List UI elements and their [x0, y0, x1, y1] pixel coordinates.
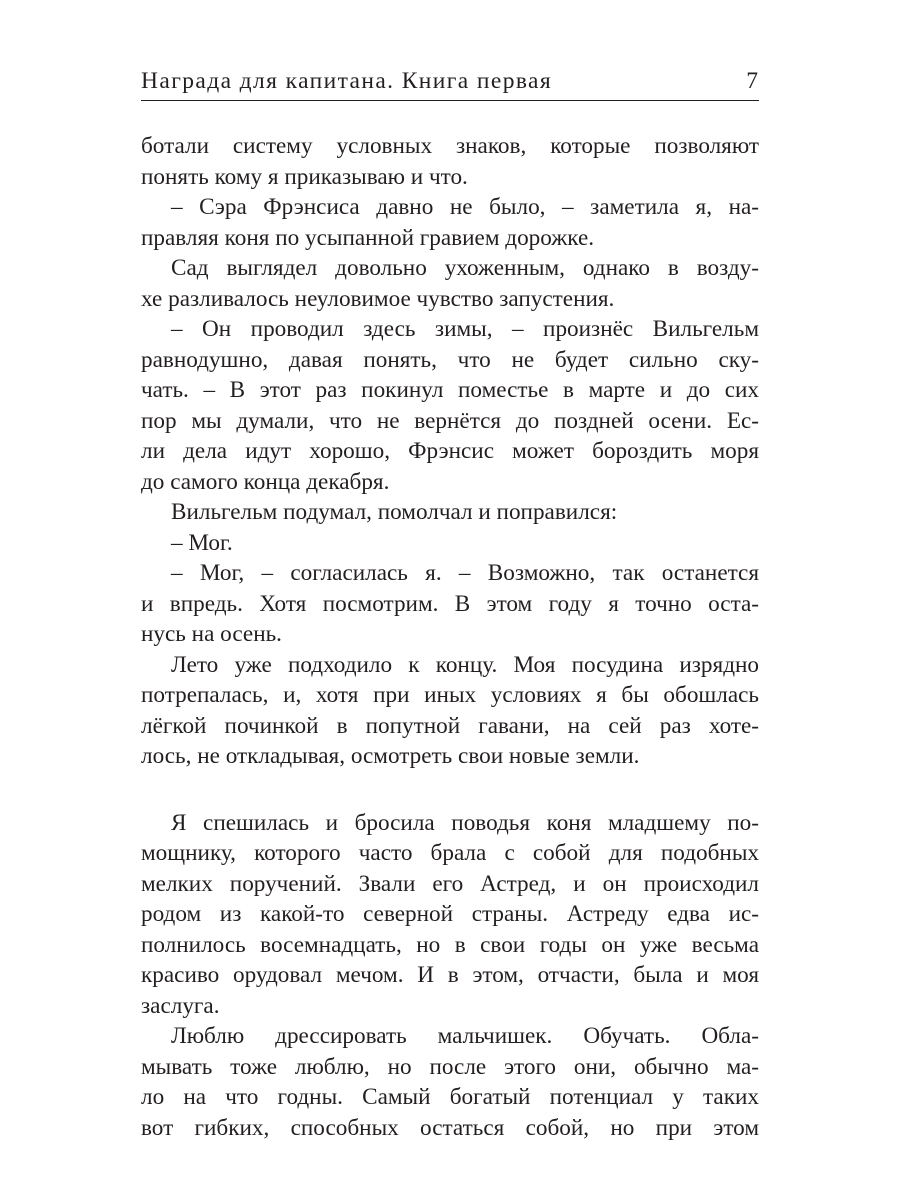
body-text [141, 131, 759, 1143]
text-line: равнодушно, давая понять, что не будет сильно ску- [141, 346, 759, 373]
text-line: лось, не откладывая, осмотреть свои новые земли. [141, 743, 640, 769]
text-line: заслуга. [141, 992, 220, 1019]
text-line: нусь на осень. [141, 621, 282, 647]
text-line: красиво орудовал мечом. И в этом, отчасти, была и моя [141, 962, 759, 988]
book-title: Награда для капитана. Книга первая [141, 68, 553, 94]
book-page [141, 66, 759, 1143]
text-line: потрепалась, и, хотя при иных условиях я бы обошлась [141, 682, 759, 708]
text-line: Я спешилась и бросила поводья коня младшему по- [171, 809, 759, 836]
text-line: мелких поручений. Звали его Астред, и он происходил [141, 870, 759, 897]
text-line: Лето уже подходило к концу. Моя посудина изрядно [171, 651, 759, 678]
text-line: полнилось восемнадцать, но в свои годы он уже весьма [141, 931, 759, 958]
section-break [141, 772, 759, 808]
text-line: Сад выглядел довольно ухоженным, однако в возду- [171, 255, 759, 281]
page-number: 7 [746, 68, 758, 94]
text-line: ли дела идут хорошо, Фрэнсис может бороздить моря [141, 438, 759, 464]
text-line: Вильгельм подумал, помолчал и поправился: [171, 499, 618, 525]
text-line: – Мог, – согласилась я. – Возможно, так останется [171, 560, 759, 586]
text-line: понять кому я приказываю и что. [141, 163, 468, 190]
text-line: пор мы думали, что не вернётся до поздней осени. Ес- [141, 407, 759, 434]
text-line: правляя коня по усыпанной гравием дорожке. [141, 224, 595, 251]
text-line: чать. – В этот раз покинул поместье в марте и до сих [141, 377, 759, 403]
text-line: ло на что годны. Самый богатый потенциал у таких [141, 1084, 759, 1110]
text-line: Люблю дрессировать мальчишек. Обучать. Обла- [171, 1023, 759, 1049]
text-line: – Он проводил здесь зимы, – произнёс Вильгельм [171, 316, 759, 342]
text-line: – Сэра Фрэнсиса давно не было, – заметила я, на- [171, 194, 759, 220]
text-line: мывать тоже люблю, но после этого они, обычно ма- [141, 1053, 759, 1080]
text-line: до самого конца декабря. [141, 468, 390, 495]
text-line: – Мог. [171, 529, 233, 556]
text-line: вот гибких, способных остаться собой, но при этом [141, 1114, 759, 1141]
text-line: и впредь. Хотя посмотрим. В этом году я точно оста- [141, 590, 759, 617]
text-line: мощнику, которого часто брала с собой для подобных [141, 840, 759, 866]
text-line: родом из какой-то северной страны. Астреду едва ис- [141, 901, 759, 927]
text-line: ботали систему условных знаков, которые позволяют [141, 133, 759, 159]
text-line: лёгкой починкой в попутной гавани, на сей раз хоте- [141, 712, 759, 739]
text-line: хе разливалось неуловимое чувство запустения. [141, 285, 615, 312]
running-header [141, 66, 759, 101]
